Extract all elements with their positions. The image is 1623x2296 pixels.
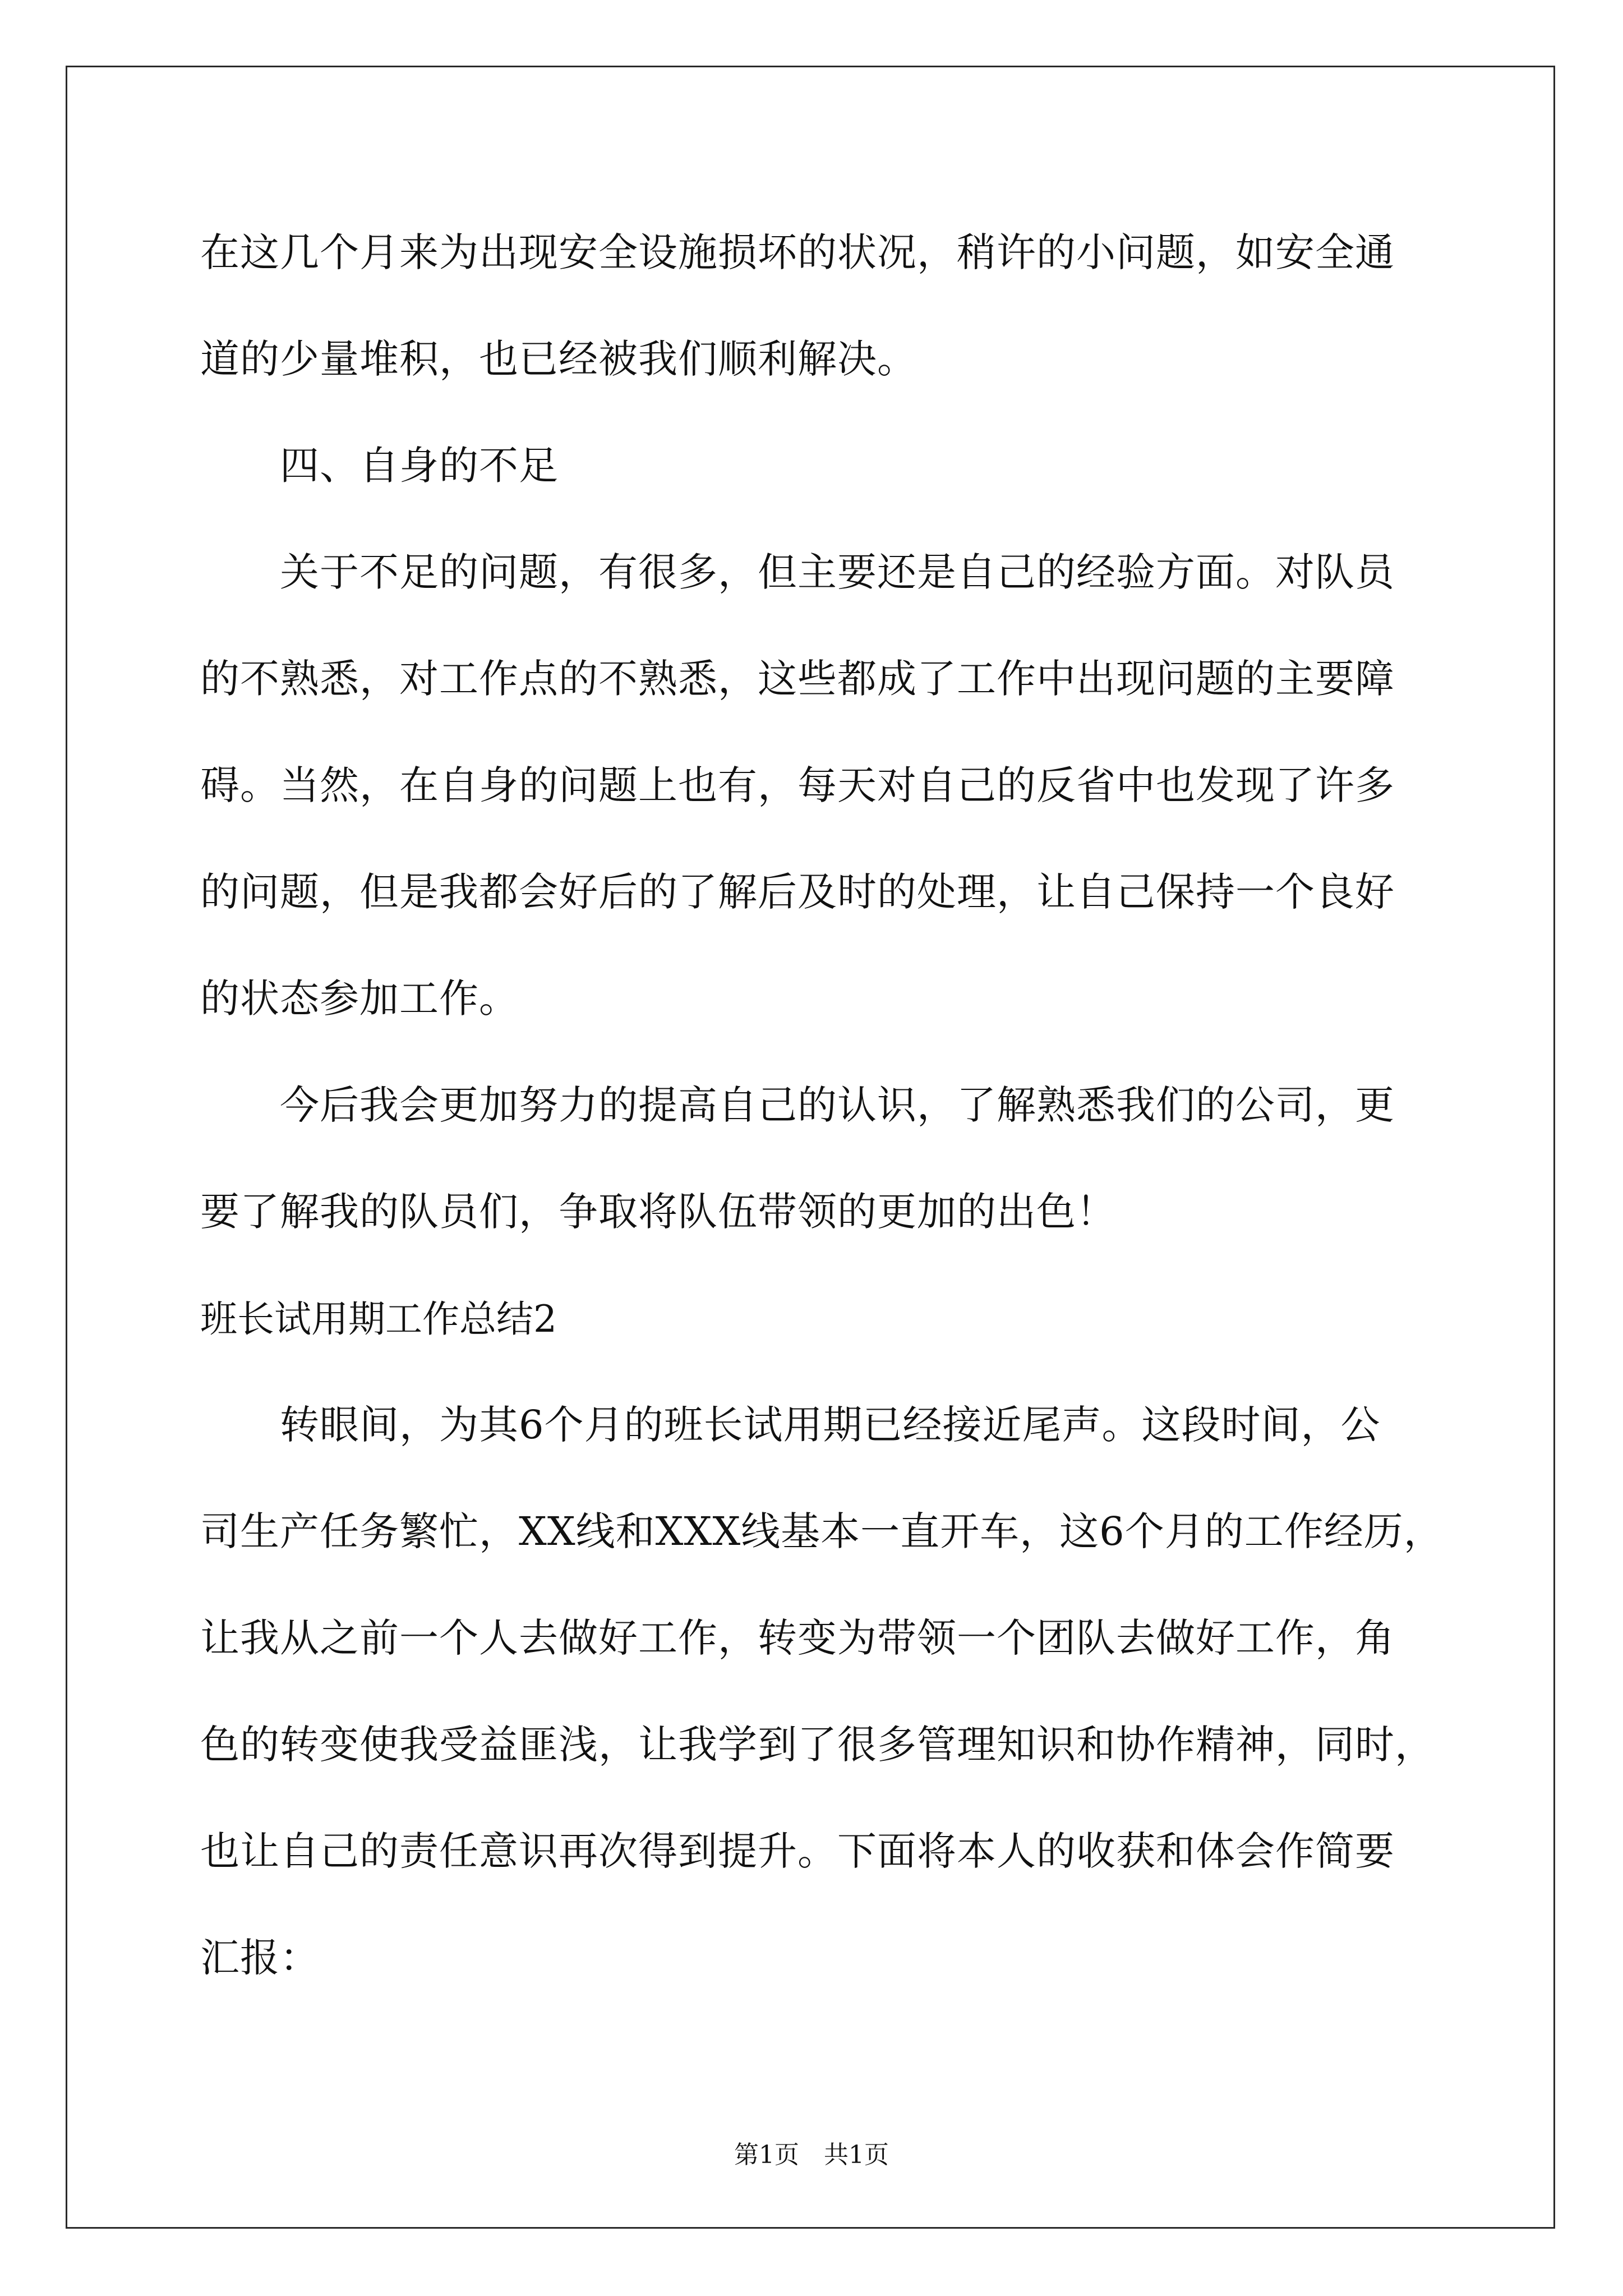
text-line: 汇报： xyxy=(200,1935,320,1981)
text-line: 让我从之前一个人去做好工作，转变为带领一个团队去做好工作，角 xyxy=(200,1615,1395,1661)
document-body-part-1 xyxy=(200,199,1434,1265)
text-line: 的问题，但是我都会好后的了解后及时的处理，让自己保持一个良好 xyxy=(200,869,1395,915)
section-heading-four: 四、自身的不足 xyxy=(200,443,559,489)
page-number-footer: 第1页 共1页 xyxy=(734,2141,889,2169)
text-line: 关于不足的问题，有很多，但主要还是自己的经验方面。对队员 xyxy=(200,549,1395,595)
text-line: 司生产任务繁忙，XX线和XXX线基本一直开车，这6个月的工作经历， xyxy=(200,1508,1444,1554)
text-line: 要了解我的队员们，争取将队伍带领的更加的出色！ xyxy=(200,1189,1116,1235)
text-line: 也让自己的责任意识再次得到提升。下面将本人的收获和体会作简要 xyxy=(200,1828,1395,1874)
text-line: 转眼间，为其6个月的班长试用期已经接近尾声。这段时间，公 xyxy=(200,1402,1381,1448)
section-title: 班长试用期工作总结2 xyxy=(200,1297,557,1341)
text-line: 色的转变使我受益匪浅，让我学到了很多管理知识和协作精神，同时， xyxy=(200,1722,1435,1768)
text-line: 今后我会更加努力的提高自己的认识，了解熟悉我们的公司，更 xyxy=(200,1082,1395,1128)
text-line: 的不熟悉，对工作点的不熟悉，这些都成了工作中出现问题的主要障 xyxy=(200,656,1395,702)
text-line: 的状态参加工作。 xyxy=(200,976,519,1022)
text-line: 在这几个月来为出现安全设施损坏的状况，稍许的小问题，如安全通 xyxy=(200,229,1395,275)
text-line: 道的少量堆积，也已经被我们顺利解决。 xyxy=(200,336,917,382)
text-line: 碍。当然，在自身的问题上也有，每天对自己的反省中也发现了许多 xyxy=(200,762,1395,808)
document-body-part-2 xyxy=(200,1372,1444,2011)
